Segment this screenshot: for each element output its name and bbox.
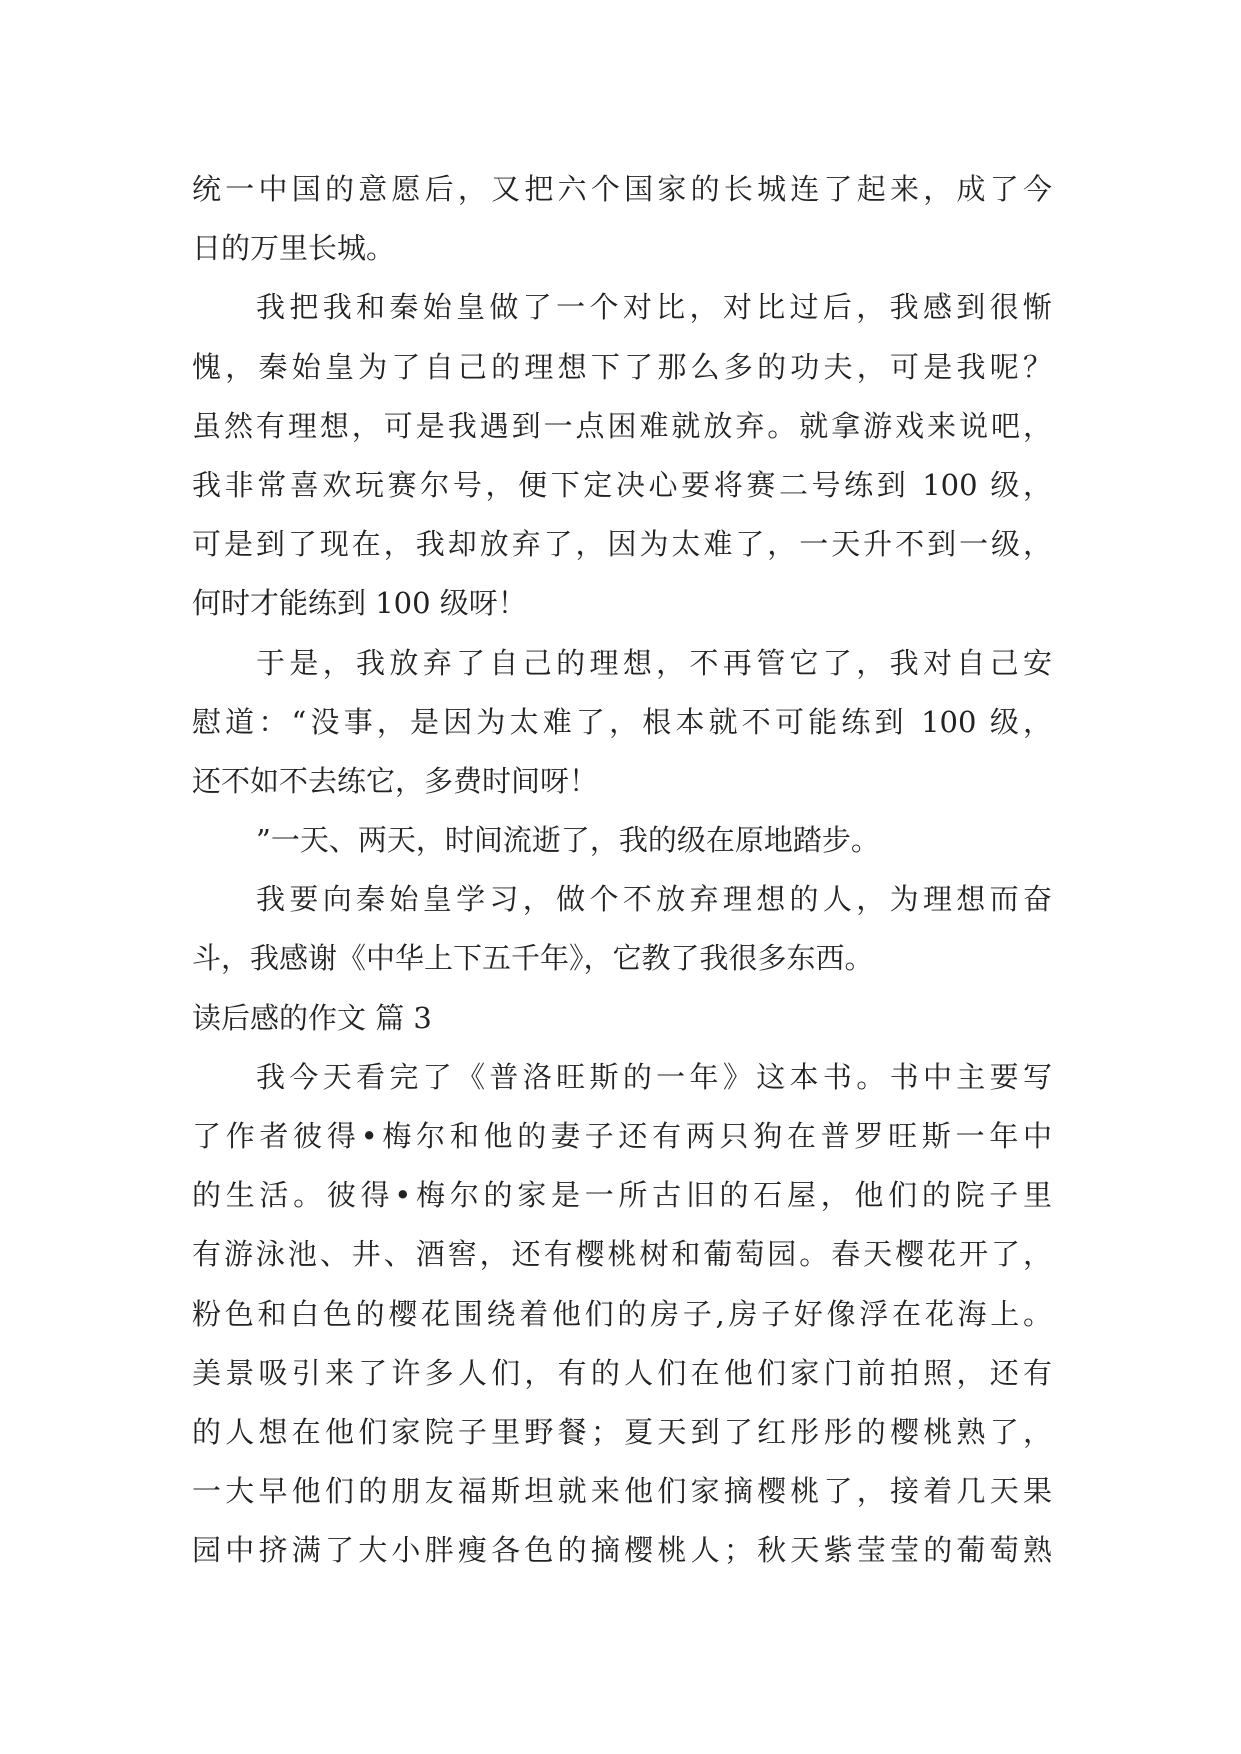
text-line: 了作者彼得•梅尔和他的妻子还有两只狗在普罗旺斯一年中 xyxy=(192,1119,1052,1153)
text-line: 虽然有理想，可是我遇到一点困难就放弃。就拿游戏来说吧， xyxy=(192,408,1052,443)
text-line: 有游泳池、井、酒窖，还有樱桃树和葡萄园。春天樱花开了， xyxy=(192,1237,1052,1272)
document-page xyxy=(192,160,1052,1581)
text-line: 的生活。彼得•梅尔的家是一所古旧的石屋，他们的院子里 xyxy=(192,1178,1052,1213)
text-line: 日的万里长城。 xyxy=(192,231,396,266)
text-line: 慰道：“没事，是因为太难了，根本就不可能练到 100 级， xyxy=(192,704,1052,739)
text-line: 我非常喜欢玩赛尔号，便下定决心要将赛二号练到 100 级， xyxy=(192,467,1052,502)
paragraph-first-line: 我要向秦始皇学习，做个不放弃理想的人，为理想而奋 xyxy=(256,882,1052,917)
text-line: 一大早他们的朋友福斯坦就来他们家摘樱桃了，接着几天果 xyxy=(192,1474,1052,1509)
text-line: 美景吸引来了许多人们，有的人们在他们家门前拍照，还有 xyxy=(192,1355,1052,1390)
text-line: 统一中国的意愿后，又把六个国家的长城连了起来，成了今 xyxy=(192,172,1052,206)
section-heading: 读后感的作文 篇 3 xyxy=(192,1000,432,1035)
paragraph-first-line: 我把我和秦始皇做了一个对比，对比过后，我感到很惭 xyxy=(256,290,1052,325)
text-line: 愧，秦始皇为了自己的理想下了那么多的功夫，可是我呢？ xyxy=(192,349,1052,384)
text-line: 斗，我感谢《中华上下五千年》，它教了我很多东西。 xyxy=(192,941,874,976)
text-line: 粉色和白色的樱花围绕着他们的房子,房子好像浮在花海上。 xyxy=(192,1296,1052,1331)
paragraph-first-line: 于是，我放弃了自己的理想，不再管它了，我对自己安 xyxy=(256,645,1052,680)
text-line: 可是到了现在，我却放弃了，因为太难了，一天升不到一级， xyxy=(192,527,1052,562)
text-line: 还不如不去练它，多费时间呀！ xyxy=(192,763,599,798)
text-line: 的人想在他们家院子里野餐；夏天到了红彤彤的樱桃熟了， xyxy=(192,1414,1052,1449)
paragraph-first-line: ”一天、两天，时间流逝了，我的级在原地踏步。 xyxy=(256,823,880,858)
paragraph-first-line: 我今天看完了《普洛旺斯的一年》这本书。书中主要写 xyxy=(256,1059,1052,1094)
text-line: 何时才能练到 100 级呀！ xyxy=(192,586,527,621)
text-line: 园中挤满了大小胖瘦各色的摘樱桃人；秋天紫莹莹的葡萄熟 xyxy=(192,1533,1052,1568)
